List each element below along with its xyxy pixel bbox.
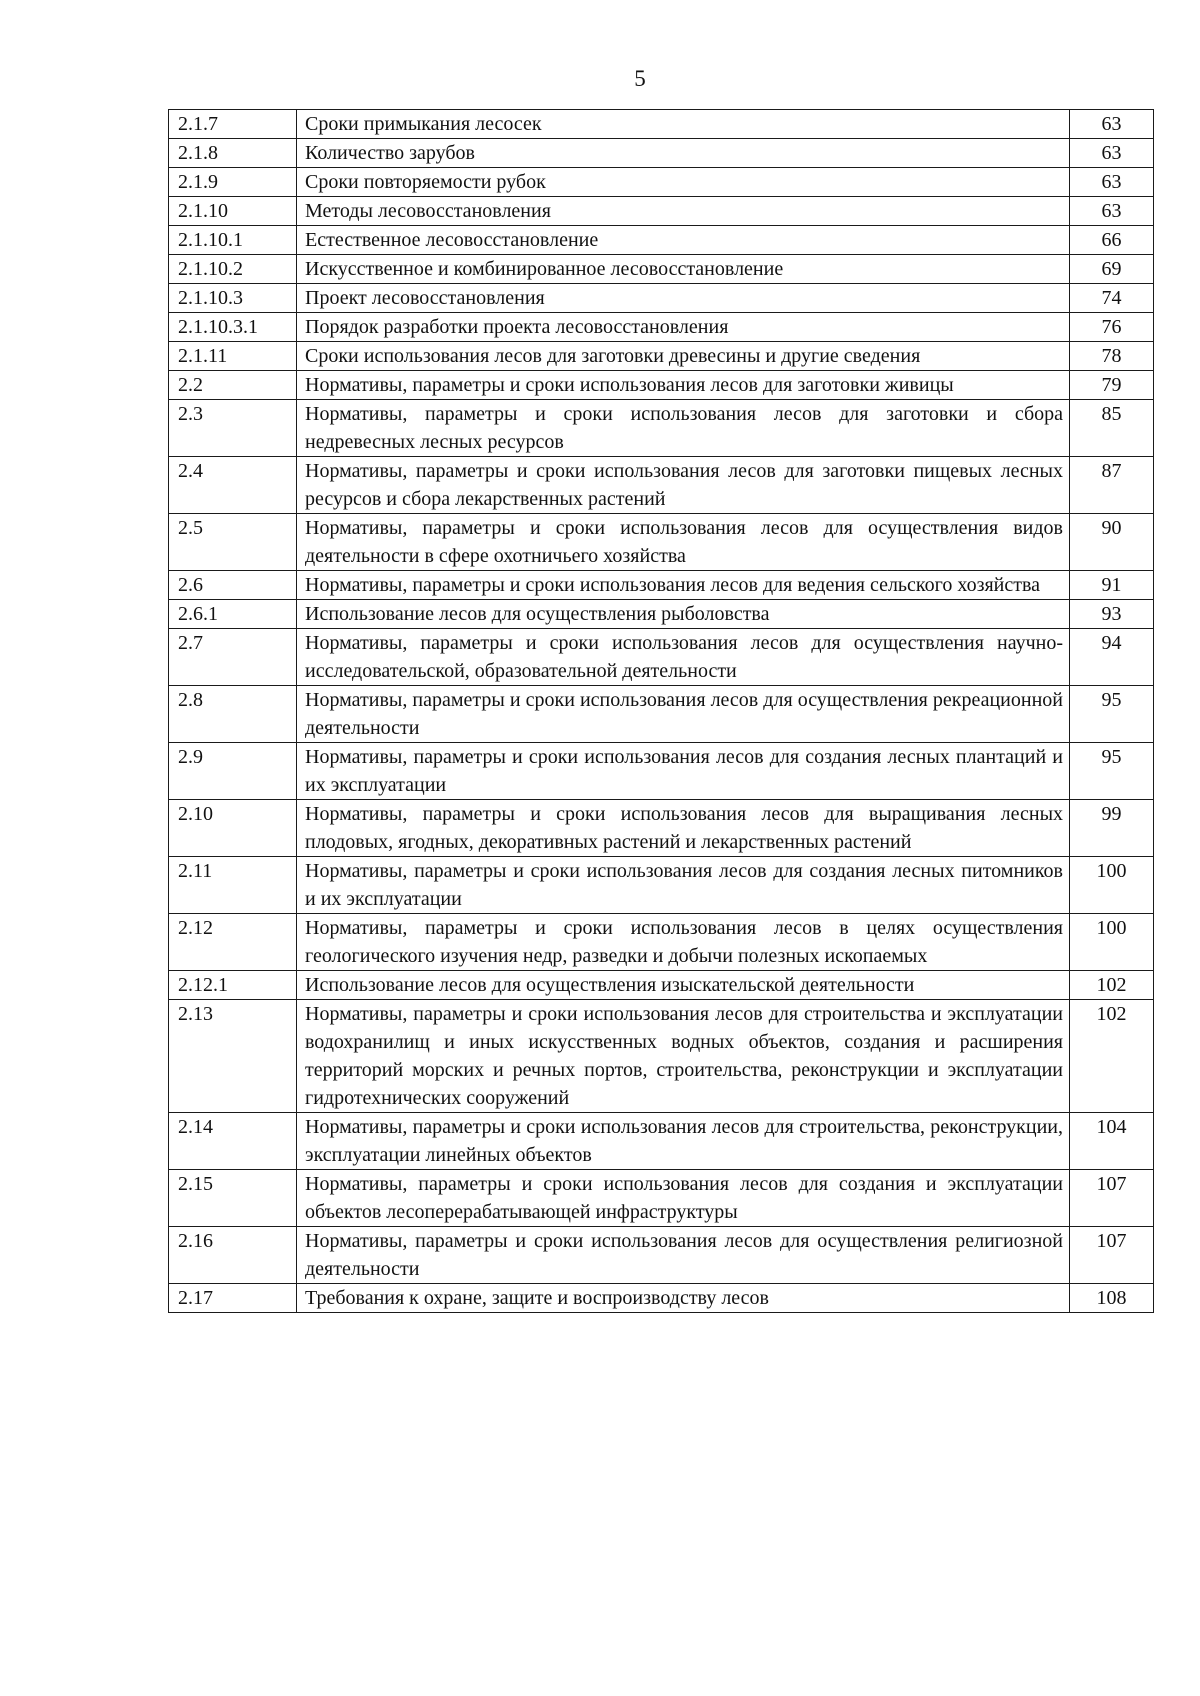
- section-number: 2.1.7: [169, 110, 297, 139]
- section-title: Нормативы, параметры и сроки использования лесов для заготовки пищевых лесных ресурсов и сбора лекарственных растений: [297, 457, 1070, 514]
- table-row: [169, 197, 1154, 226]
- page-ref: 100: [1070, 857, 1154, 914]
- section-title: Нормативы, параметры и сроки использования лесов для заготовки живицы: [297, 371, 1070, 400]
- section-number: 2.1.10.2: [169, 255, 297, 284]
- page-ref: 102: [1070, 1000, 1154, 1113]
- section-title: Сроки использования лесов для заготовки древесины и другие сведения: [297, 342, 1070, 371]
- page-ref: 108: [1070, 1284, 1154, 1313]
- section-number: 2.5: [169, 514, 297, 571]
- page-ref: 63: [1070, 110, 1154, 139]
- table-row: [169, 110, 1154, 139]
- section-number: 2.1.10.3: [169, 284, 297, 313]
- page-ref: 63: [1070, 168, 1154, 197]
- table-row: [169, 800, 1154, 857]
- section-title: Естественное лесовосстановление: [297, 226, 1070, 255]
- section-title: Сроки примыкания лесосек: [297, 110, 1070, 139]
- table-row: [169, 571, 1154, 600]
- section-title: Нормативы, параметры и сроки использования лесов для создания лесных питомников и их эксплуатации: [297, 857, 1070, 914]
- table-row: [169, 1284, 1154, 1313]
- page-ref: 78: [1070, 342, 1154, 371]
- section-number: 2.2: [169, 371, 297, 400]
- section-title: Нормативы, параметры и сроки использования лесов для выращивания лесных плодовых, ягодных, декоративных растений и лекарственных растений: [297, 800, 1070, 857]
- page-ref: 69: [1070, 255, 1154, 284]
- section-number: 2.1.11: [169, 342, 297, 371]
- page-ref: 100: [1070, 914, 1154, 971]
- table-row: [169, 857, 1154, 914]
- page-ref: 66: [1070, 226, 1154, 255]
- section-number: 2.1.10.1: [169, 226, 297, 255]
- page-number: 5: [634, 66, 646, 91]
- page-ref: 95: [1070, 743, 1154, 800]
- table-row: [169, 168, 1154, 197]
- section-title: Порядок разработки проекта лесовосстановления: [297, 313, 1070, 342]
- page-ref: 79: [1070, 371, 1154, 400]
- section-title: Нормативы, параметры и сроки использования лесов для осуществления рекреационной деятельности: [297, 686, 1070, 743]
- section-title: Требования к охране, защите и воспроизводству лесов: [297, 1284, 1070, 1313]
- page-ref: 93: [1070, 600, 1154, 629]
- page-ref: 91: [1070, 571, 1154, 600]
- section-title: Нормативы, параметры и сроки использования лесов для осуществления видов деятельности в сфере охотничьего хозяйства: [297, 514, 1070, 571]
- section-number: 2.1.10: [169, 197, 297, 226]
- section-title: Нормативы, параметры и сроки использования лесов для осуществления религиозной деятельности: [297, 1227, 1070, 1284]
- section-number: 2.16: [169, 1227, 297, 1284]
- table-row: [169, 1227, 1154, 1284]
- page-ref: 90: [1070, 514, 1154, 571]
- page-ref: 87: [1070, 457, 1154, 514]
- section-title: Нормативы, параметры и сроки использования лесов для ведения сельского хозяйства: [297, 571, 1070, 600]
- section-title: Нормативы, параметры и сроки использования лесов для строительства, реконструкции, эксплуатации линейных объектов: [297, 1113, 1070, 1170]
- page-ref: 102: [1070, 971, 1154, 1000]
- section-title: Методы лесовосстановления: [297, 197, 1070, 226]
- table-row: [169, 1170, 1154, 1227]
- table-row: [169, 371, 1154, 400]
- table-row: [169, 139, 1154, 168]
- section-number: 2.11: [169, 857, 297, 914]
- table-row: [169, 686, 1154, 743]
- section-title: Нормативы, параметры и сроки использования лесов для заготовки и сбора недревесных лесных ресурсов: [297, 400, 1070, 457]
- table-row: [169, 342, 1154, 371]
- section-title: Проект лесовосстановления: [297, 284, 1070, 313]
- table-row: [169, 457, 1154, 514]
- page-ref: 107: [1070, 1170, 1154, 1227]
- page-ref: 85: [1070, 400, 1154, 457]
- page-ref: 74: [1070, 284, 1154, 313]
- section-number: 2.12.1: [169, 971, 297, 1000]
- table-row: [169, 743, 1154, 800]
- section-number: 2.8: [169, 686, 297, 743]
- table-row: [169, 255, 1154, 284]
- section-number: 2.17: [169, 1284, 297, 1313]
- table-row: [169, 284, 1154, 313]
- page-ref: 104: [1070, 1113, 1154, 1170]
- page-ref: 95: [1070, 686, 1154, 743]
- section-number: 2.7: [169, 629, 297, 686]
- section-number: 2.3: [169, 400, 297, 457]
- table-row: [169, 1113, 1154, 1170]
- section-title: Нормативы, параметры и сроки использования лесов для создания лесных плантаций и их эксплуатации: [297, 743, 1070, 800]
- section-number: 2.14: [169, 1113, 297, 1170]
- page-ref: 63: [1070, 139, 1154, 168]
- section-title: Нормативы, параметры и сроки использования лесов для строительства и эксплуатации водохранилищ и иных искусственных водных объектов, создания и расширения территорий морских и речных портов, строительства, реконструкции и эксплуатации гидротехнических сооружений: [297, 1000, 1070, 1113]
- table-row: [169, 914, 1154, 971]
- table-row: [169, 1000, 1154, 1113]
- section-title: Нормативы, параметры и сроки использования лесов для создания и эксплуатации объектов лесоперерабатывающей инфраструктуры: [297, 1170, 1070, 1227]
- section-number: 2.1.9: [169, 168, 297, 197]
- table-of-contents: [168, 109, 1154, 1313]
- table-row: [169, 400, 1154, 457]
- section-number: 2.12: [169, 914, 297, 971]
- section-number: 2.4: [169, 457, 297, 514]
- section-title: Использование лесов для осуществления рыболовства: [297, 600, 1070, 629]
- section-number: 2.9: [169, 743, 297, 800]
- section-number: 2.6.1: [169, 600, 297, 629]
- section-number: 2.15: [169, 1170, 297, 1227]
- section-title: Нормативы, параметры и сроки использования лесов в целях осуществления геологического изучения недр, разведки и добычи полезных ископаемых: [297, 914, 1070, 971]
- toc-body: [169, 110, 1154, 1313]
- page-ref: 107: [1070, 1227, 1154, 1284]
- section-title: Нормативы, параметры и сроки использования лесов для осуществления научно-исследовательской, образовательной деятельности: [297, 629, 1070, 686]
- section-title: Количество зарубов: [297, 139, 1070, 168]
- table-row: [169, 600, 1154, 629]
- section-title: Искусственное и комбинированное лесовосстановление: [297, 255, 1070, 284]
- page-ref: 63: [1070, 197, 1154, 226]
- section-title: Сроки повторяемости рубок: [297, 168, 1070, 197]
- section-number: 2.13: [169, 1000, 297, 1113]
- section-number: 2.6: [169, 571, 297, 600]
- table-row: [169, 971, 1154, 1000]
- section-number: 2.1.10.3.1: [169, 313, 297, 342]
- table-row: [169, 514, 1154, 571]
- table-row: [169, 313, 1154, 342]
- table-row: [169, 226, 1154, 255]
- page-ref: 94: [1070, 629, 1154, 686]
- page-ref: 99: [1070, 800, 1154, 857]
- section-number: 2.10: [169, 800, 297, 857]
- section-title: Использование лесов для осуществления изыскательской деятельности: [297, 971, 1070, 1000]
- page-ref: 76: [1070, 313, 1154, 342]
- table-row: [169, 629, 1154, 686]
- section-number: 2.1.8: [169, 139, 297, 168]
